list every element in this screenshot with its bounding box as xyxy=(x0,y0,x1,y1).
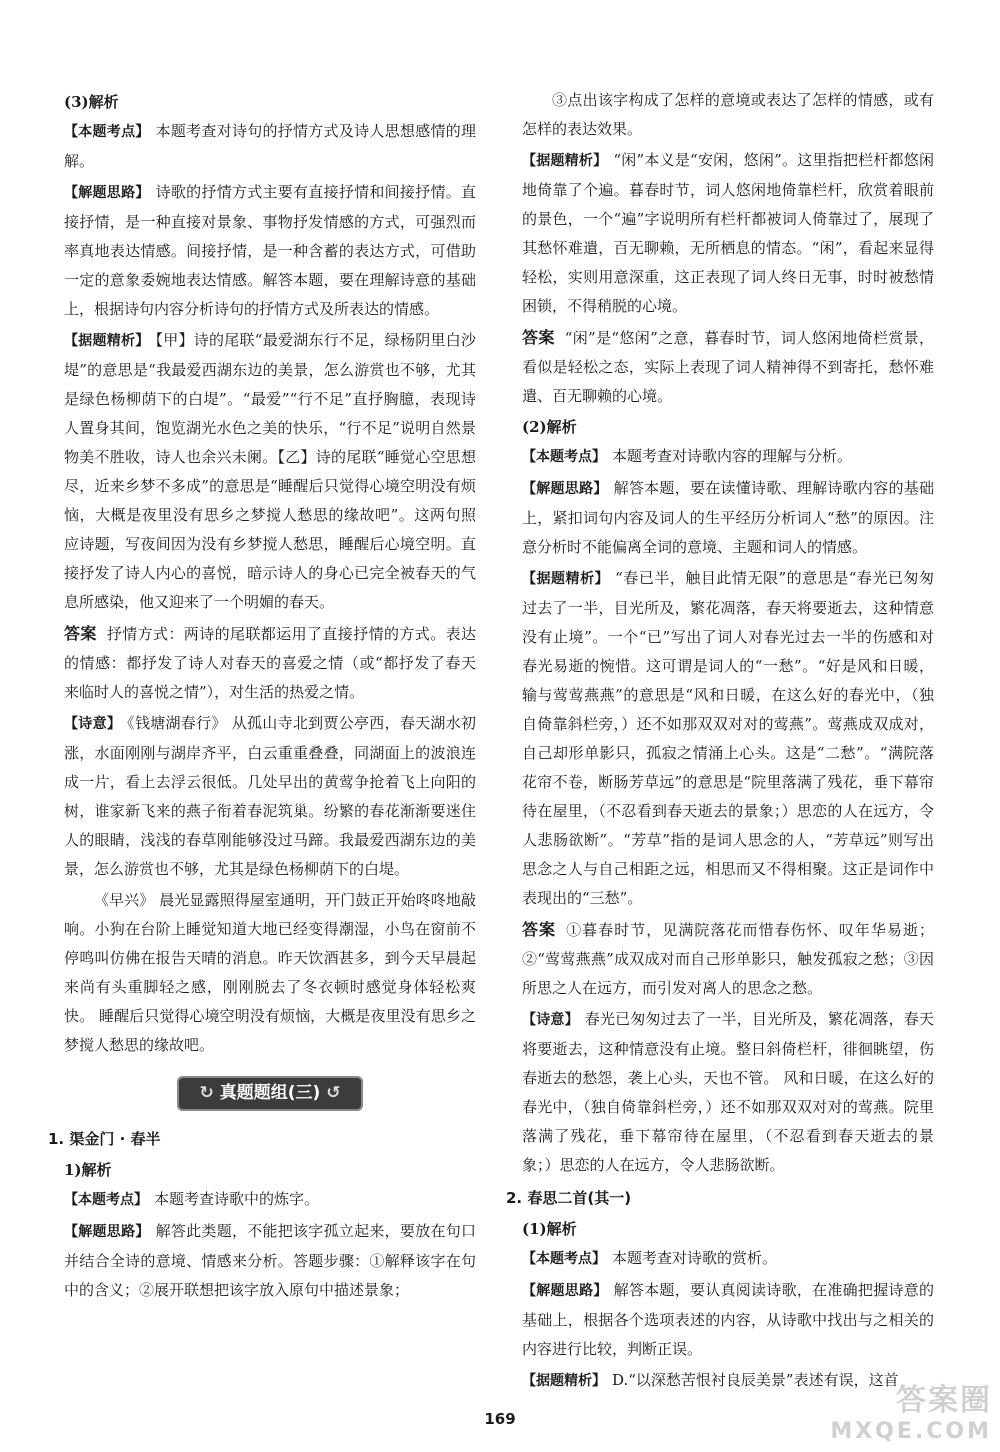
paragraph xyxy=(522,1005,934,1180)
label-tag: 【据题精析】 xyxy=(522,571,610,587)
answer-label: 答案 xyxy=(522,328,555,347)
paragraph-text: 春光已匆匆过去了一半，目光所及，繁花凋落，春天将要逝去，这种情意没有止境。整日斜倚栏杆，徘徊眺望，伤春逝去的愁怨，袭上心头，天也不管。 风和日暖，在这么好的春光中，（独自倚靠斜栏旁，）还不如那双双对对的莺燕。院里落满了残花，垂下幕帘待在屋里，（不忍看到春天逝去的景象；）思恋的人在远方，令人悲肠欲断。 xyxy=(522,1010,935,1174)
paragraph-text: 本题考查诗歌中的炼字。 xyxy=(154,1190,320,1208)
question-heading: 2. 春思二首(其一) xyxy=(506,1189,632,1207)
label-tag: 【本题考点】 xyxy=(522,1251,606,1267)
paragraph xyxy=(64,178,476,324)
paragraph-text: 解答本题，要在读懂诗歌、理解诗歌内容的基础上，紧扣词句内容及词人的生平经历分析词人“愁”的原因。注意分析时不能偏离全词的意境、主题和词人的情感。 xyxy=(522,479,934,556)
paragraph xyxy=(64,709,476,884)
left-column xyxy=(48,86,477,1307)
label-tag: 【解题思路】 xyxy=(522,481,608,497)
label-tag: 【本题考点】 xyxy=(64,1192,148,1208)
paragraph-text: “春已半，触目此情无限”的意思是“春光已匆匆过去了一半，目光所及，繁花凋落，春天将要逝去，这种情意没有止境”。一个“已”写出了词人对春光过去一半的伤感和对春光易逝的惋惜。这可谓是词人的“一愁”。“好是风和日暖，输与莺莺燕燕”的意思是“风和日暖，在这么好的春光中，（独自倚靠斜栏旁，）还不如那双双对对的莺燕”。莺燕成双成对，自己却形单影只，孤寂之情涌上心头。这是“二愁”。“满院落花帘不卷，断肠芳草远”的意思是“院里落满了残花，垂下幕帘待在屋里，（不忍看到春天逝去的景象；）思恋的人在远方，令人悲肠欲断”。“芳草”指的是词人思念的人，“芳草远”则写出思念之人与自己相距之远，相思而又不得相聚。这正是词作中表现出的“三愁”。 xyxy=(522,569,934,907)
section-heading: (2)解析 xyxy=(522,418,577,436)
watermark-title: 答案圈 xyxy=(896,1383,992,1418)
paragraph-text: “闲”本义是“安闲，悠闲”。这里指把栏杆都悠闲地倚靠了个遍。暮春时节，词人悠闲地倚靠栏杆，欣赏着眼前的景色，一个“遍”字说明所有栏杆都被词人倚靠过了，展现了其愁怀难遣，百无聊赖，无所栖息的情态。“闲”，看起来显得轻松，实则用意深重，这正表现了词人终日无事，时时被愁情困锁，不得稍脱的心境。 xyxy=(522,151,934,315)
paragraph xyxy=(522,442,934,472)
answer-label: 答案 xyxy=(522,920,557,939)
answer-paragraph xyxy=(522,323,934,411)
label-tag: 【诗意】 xyxy=(522,1012,579,1028)
section-banner xyxy=(177,1076,362,1111)
answer-paragraph xyxy=(64,619,476,707)
section-banner-wrap xyxy=(64,1076,476,1111)
swirl-icon: ↺ xyxy=(326,1083,341,1103)
label-tag: 【本题考点】 xyxy=(522,449,606,465)
label-tag: 【本题考点】 xyxy=(64,124,150,140)
paragraph-text: 解答本题，要认真阅读诗歌，在准确把握诗意的基础上，根据各个选项表述的内容，从诗歌中找出与之相关的内容进行比较，判断正误。 xyxy=(522,1281,934,1358)
section-heading: 1)解析 xyxy=(64,1161,112,1179)
paragraph: 《早兴》 晨光显露照得屋室通明，开门鼓正开始咚咚地敲响。小狗在台阶上睡觉知道大地已经变得潮湿，小鸟在窗前不停鸣叫仿佛在报告天晴的消息。昨天饮酒甚多，到今天早晨起来尚有头重脚轻之感，刚刚脱去了冬衣顿时感觉身体轻松爽快。 睡醒后只觉得心境空明没有烦恼，大概是夜里没有思乡之梦搅人愁思的缘故吧。 xyxy=(64,891,476,1054)
answer-label: 答案 xyxy=(64,624,97,643)
paragraph xyxy=(522,1276,934,1364)
answer-text: “闲”是“悠闲”之意，暮春时节，词人悠闲地倚栏赏景，看似是轻松之态，实际上表现了词人精神得不到寄托，愁怀难遣、百无聊赖的心境。 xyxy=(522,329,934,405)
paragraph-text: 【甲】诗的尾联“最爱湖东行不足，绿杨阴里白沙堤”的意思是“我最爱西湖东边的美景，怎么游赏也不够，尤其是绿色杨柳荫下的白堤”。“最爱”“行不足”直抒胸臆，表现诗人置身其间，饱览湖光水色之美的快乐，“行不足”说明自然景物美不胜收，诗人也余兴未阑。【乙】诗的尾联“睡觉心空思想尽，近来乡梦不多成”的意思是“睡醒后只觉得心境空明没有烦恼，大概是夜里没有思乡之梦搅人愁思的缘故吧”。这两句照应诗题，写夜间因为没有乡梦搅人愁思，睡醒后心境空明。直接抒发了诗人内心的喜悦，暗示诗人的身心已完全被春天的气息所感染，他又迎来了一个明媚的春天。 xyxy=(64,331,477,611)
answer-paragraph xyxy=(522,915,934,1003)
watermark-logo xyxy=(830,1375,992,1444)
question-heading: 1. 渠金门 · 春半 xyxy=(48,1130,161,1148)
answer-text: ①暮春时节，见满院落花而惜春伤怀、叹年华易逝；②“莺莺燕燕”成双成对而自己形单影只，触发孤寂之愁；③因所思之人在远方，而引发对离人的思念之愁。 xyxy=(522,921,934,997)
label-tag: 【解题思路】 xyxy=(522,1283,608,1299)
paragraph xyxy=(64,117,476,176)
label-tag: 【据题精析】 xyxy=(64,333,150,349)
paragraph-text: 解答此类题，不能把该字孤立起来，要放在句口 并结合全诗的意境、情感来分析。答题步骤：①解释该字在句中的含义；②展开联想把该字放入原句中描述景象； xyxy=(64,1222,476,1299)
paragraph: ③点出该字构成了怎样的意境或表达了怎样的情感，或有怎样的表达效果。 xyxy=(522,91,934,138)
paragraph-text: 本题考查对诗歌内容的理解与分析。 xyxy=(612,447,853,465)
label-tag: 【解题思路】 xyxy=(64,185,150,201)
answer-text: 抒情方式：两诗的尾联都运用了直接抒情的方式。表达的情感：都抒发了诗人对春天的喜爱之情（或“都抒发了春天来临时人的喜悦之情”），对生活的热爱之情。 xyxy=(64,625,476,701)
label-tag: 【诗意】 xyxy=(64,716,122,732)
paragraph-text: 本题考查对诗句的抒情方式及诗人思想感情的理解。 xyxy=(64,122,476,170)
paragraph xyxy=(522,1244,934,1274)
paragraph xyxy=(64,326,476,617)
paragraph-text: 诗歌的抒情方式主要有直接抒情和间接抒情。直接抒情，是一种直接对景象、事物抒发情感的方式，可强烈而率真地表达情感。间接抒情，是一种含蓄的表达方式，可借助一定的意象委婉地表达情感。解答本题，要在理解诗意的基础上，根据诗句内容分析诗句的抒情方式及所表达的情感。 xyxy=(64,183,476,318)
watermark-url: MXQE.COM xyxy=(830,1419,992,1444)
label-tag: 【据题精析】 xyxy=(522,153,608,169)
label-tag: 【据题精析】 xyxy=(522,1373,606,1389)
paragraph xyxy=(522,564,934,913)
banner-text: 真题题组(三) xyxy=(219,1083,321,1103)
page-number: 169 xyxy=(484,1410,516,1428)
section-heading: (1)解析 xyxy=(522,1220,577,1238)
paragraph-text: 《钱塘湖春行》 从孤山寺北到贾公亭西，春天湖水初涨，水面刚刚与湖岸齐平，白云重重叠叠，同湖面上的波浪连成一片，看上去浮云很低。几处早出的黄莺争抢着飞上向阳的树，谁家新飞来的燕子衔着春泥筑巢。纷繁的春花渐渐要迷住人的眼睛，浅浅的春草刚能够没过马蹄。我最爱西湖东边的美景，怎么游赏也不够，尤其是绿色杨柳荫下的白堤。 xyxy=(64,714,477,878)
paragraph-text: D.“以深愁苦恨衬良辰美景”表述有误，这首 xyxy=(612,1371,899,1389)
paragraph xyxy=(64,1217,476,1305)
section-heading: (3)解析 xyxy=(64,93,119,111)
paragraph xyxy=(64,1185,476,1215)
paragraph-text: 本题考查对诗歌的赏析。 xyxy=(612,1249,778,1267)
label-tag: 【解题思路】 xyxy=(64,1224,150,1240)
swirl-icon: ↻ xyxy=(199,1083,214,1103)
paragraph xyxy=(522,474,934,562)
right-column xyxy=(506,86,935,1398)
paragraph xyxy=(522,146,934,321)
